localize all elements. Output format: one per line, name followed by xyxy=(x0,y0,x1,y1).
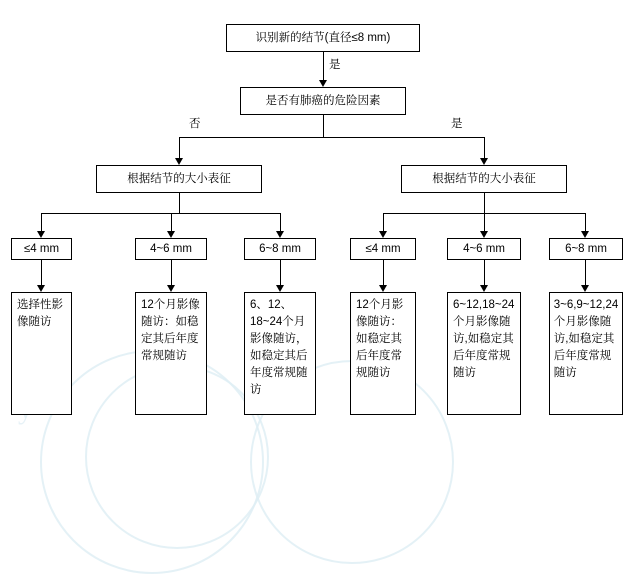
node-outcome-right-3: 3~6,9~12,24个月影像随访,如稳定其后年度常规随访 xyxy=(549,292,623,415)
arrow-left-b2 xyxy=(167,231,175,238)
arrow-left-b3 xyxy=(276,231,284,238)
arrow-left-b1 xyxy=(37,231,45,238)
arrow-r2-out xyxy=(480,285,488,292)
edge-label-risk-yes: 是 xyxy=(451,118,463,130)
node-risk-factors: 是否有肺癌的危险因素 xyxy=(240,87,406,115)
node-left-size-6to8: 6~8 mm xyxy=(244,238,316,260)
edge-r1-out xyxy=(383,260,384,287)
arrow-right-b3 xyxy=(581,231,589,238)
arrow-r1-out xyxy=(379,285,387,292)
edge-risk-right-drop xyxy=(484,137,485,160)
arrow-right-b2 xyxy=(480,231,488,238)
edge-r3-out xyxy=(585,260,586,287)
edge-l2-out xyxy=(171,260,172,287)
node-left-size-assessment: 根据结节的大小表征 xyxy=(96,165,262,193)
node-left-size-lte4: ≤4 mm xyxy=(11,238,72,260)
node-outcome-left-2: 12个月影像随访：如稳定其后年度常规随访 xyxy=(135,292,207,415)
edge-r2-out xyxy=(484,260,485,287)
edge-right-b3 xyxy=(585,213,586,233)
node-root: 识别新的结节(直径≤8 mm) xyxy=(226,24,420,52)
arrow-l2-out xyxy=(167,285,175,292)
edge-risk-bus xyxy=(179,137,484,138)
arrow-r3-out xyxy=(581,285,589,292)
arrow-right-b1 xyxy=(379,231,387,238)
node-right-size-lte4: ≤4 mm xyxy=(350,238,416,260)
edge-right-stem xyxy=(484,193,485,213)
node-outcome-right-2: 6~12,18~24个月影像随访,如稳定其后年度常规随访 xyxy=(447,292,521,415)
node-right-size-assessment: 根据结节的大小表征 xyxy=(401,165,567,193)
edge-l3-out xyxy=(280,260,281,287)
arrow-risk-left xyxy=(175,158,183,165)
arrow-root-to-risk xyxy=(319,80,327,87)
edge-risk-left-drop xyxy=(179,137,180,160)
arrow-risk-right xyxy=(480,158,488,165)
node-outcome-left-1: 选择性影像随访 xyxy=(11,292,72,415)
edge-right-b2 xyxy=(484,213,485,233)
edge-left-b2 xyxy=(171,213,172,233)
edge-left-b1 xyxy=(41,213,42,233)
edge-l1-out xyxy=(41,260,42,287)
node-outcome-right-1: 12个月影像随访：如稳定其后年度常规随访 xyxy=(350,292,416,415)
edge-right-b1 xyxy=(383,213,384,233)
edge-left-b3 xyxy=(280,213,281,233)
node-outcome-left-3: 6、12、18~24个月影像随访，如稳定其后年度常规随访 xyxy=(244,292,316,415)
edge-risk-stem xyxy=(323,115,324,137)
node-left-size-4to6: 4~6 mm xyxy=(135,238,207,260)
edge-left-stem xyxy=(179,193,180,213)
node-right-size-6to8: 6~8 mm xyxy=(549,238,623,260)
arrow-l1-out xyxy=(37,285,45,292)
edge-label-root-to-risk: 是 xyxy=(329,59,341,71)
arrow-l3-out xyxy=(276,285,284,292)
edge-left-bus xyxy=(41,213,280,214)
node-right-size-4to6: 4~6 mm xyxy=(447,238,521,260)
edge-root-to-risk xyxy=(323,52,324,82)
edge-label-risk-no: 否 xyxy=(189,118,201,130)
